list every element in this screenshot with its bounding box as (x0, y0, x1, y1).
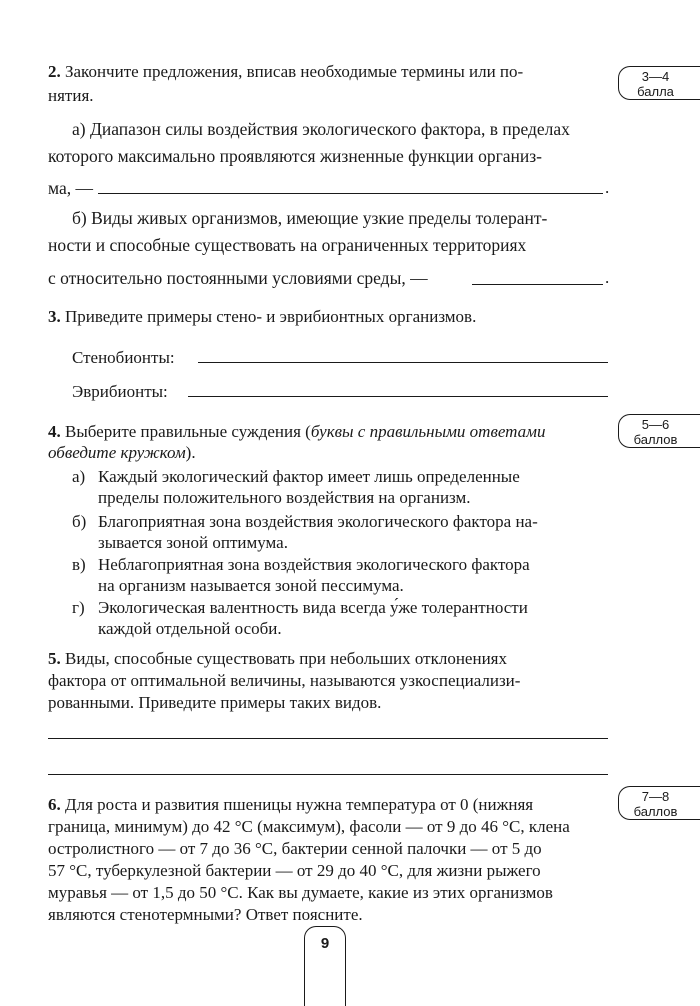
score-badge-q6: 7—8 баллов (618, 786, 700, 820)
q5-answer-line-1[interactable] (48, 738, 608, 739)
q2-b-line-1: б) Виды живых организмов, имеющие узкие пределы толерант- (72, 208, 548, 228)
q2-title-line-2: нятия. (48, 86, 94, 105)
q4-option-text: Неблагоприятная зона воздействия экологического фактора (98, 555, 530, 574)
score-badge-q4: 5—6 баллов (618, 414, 700, 448)
q3-eury-answer-line[interactable] (188, 396, 608, 397)
q2-a-line-2: которого максимально проявляются жизненные функции организ- (48, 146, 542, 166)
q2-b-line-3: с относительно постоянными условиями среды, — (48, 268, 428, 288)
q4-title-line-1: 4. Выберите правильные суждения (буквы с правильными ответами (48, 422, 546, 441)
q3-title: 3. Приведите примеры стено- и эврибионтных организмов. (48, 307, 477, 326)
q2-a-line-1: а) Диапазон силы воздействия экологического фактора, в пределах (72, 119, 570, 139)
q4-option-letter: а) (72, 467, 86, 486)
q6-line-3: остролистного — от 7 до 36 °С, бактерии сенной палочки — от 5 до (48, 839, 542, 858)
q4-title-line-2: обведите кружком). (48, 443, 196, 462)
score-badge-q2: 3—4 балла (618, 66, 700, 100)
q2-b-line-2: ности и способные существовать на ограниченных территориях (48, 235, 527, 255)
q6-line-2: граница, минимум) до 42 °С (максимум), фасоли — от 9 до 46 °С, клена (48, 817, 570, 836)
q2-a-line-3: ма, — (48, 178, 93, 198)
q5-line-2: фактора от оптимальной величины, называются узкоспециализи- (48, 671, 521, 690)
q3-steno-label: Стенобионты: (72, 348, 175, 367)
q2-title-line-1: 2. Закончите предложения, вписав необходимые термины или по- (48, 62, 524, 81)
q2-a-answer-line[interactable] (98, 193, 603, 194)
page-number: 9 (304, 926, 346, 1006)
q4-option-letter: в) (72, 555, 86, 574)
q5-line-1: 5. Виды, способные существовать при небольших отклонениях (48, 649, 507, 668)
q6-line-1: 6. Для роста и развития пшеницы нужна температура от 0 (нижняя (48, 795, 534, 814)
q6-line-5: муравья — от 1,5 до 50 °С. Как вы думаете, какие из этих организмов (48, 883, 553, 902)
q2-b-answer-line[interactable] (472, 284, 603, 285)
q4-option-text: Экологическая валентность вида всегда у́же толерантности (98, 598, 528, 617)
q4-option-letter: б) (72, 512, 87, 531)
q2-b-end: . (605, 268, 610, 287)
q4-option-text: Благоприятная зона воздействия экологического фактора на- (98, 512, 538, 531)
q5-line-3: рованными. Приведите примеры таких видов. (48, 693, 382, 712)
q4-option-text: Каждый экологический фактор имеет лишь определенные (98, 467, 520, 486)
q6-line-4: 57 °С, туберкулезной бактерии — от 29 до 40 °С, для жизни рыжего (48, 861, 541, 880)
q3-steno-answer-line[interactable] (198, 362, 608, 363)
q5-answer-line-2[interactable] (48, 774, 608, 775)
q3-eury-label: Эврибионты: (72, 382, 168, 401)
q4-option-text: пределы положительного воздействия на организм. (98, 488, 471, 507)
q2-a-end: . (605, 178, 610, 197)
q6-line-6: являются стенотермными? Ответ поясните. (48, 905, 363, 924)
q4-option-text: зывается зоной оптимума. (98, 533, 288, 552)
q4-option-text: на организм называется зоной пессимума. (98, 576, 404, 595)
q4-option-text: каждой отдельной особи. (98, 619, 282, 638)
q4-option-letter: г) (72, 598, 85, 617)
